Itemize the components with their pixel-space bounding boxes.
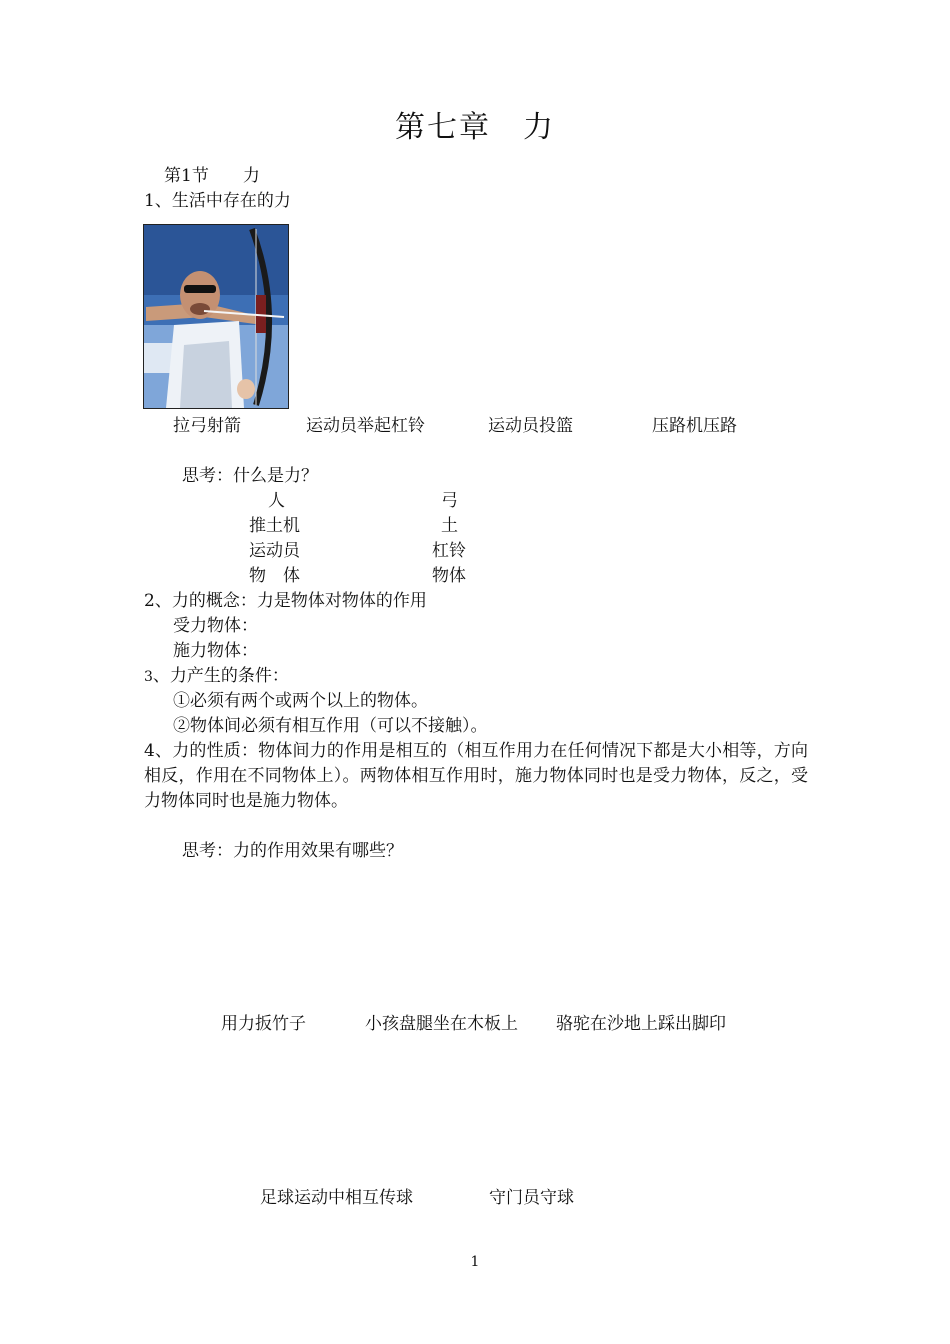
condition-item: ①必须有两个或两个以上的物体。 [173, 691, 428, 711]
page-number: 1 [470, 1254, 480, 1270]
caption-goalkeeper: 守门员守球 [489, 1188, 574, 1208]
archer-photo-icon [143, 224, 289, 409]
caption-archery: 拉弓射箭 [173, 416, 241, 436]
pair-left: 人 [268, 491, 285, 511]
pair-left: 运动员 [249, 541, 300, 561]
section4-text: 4、力的性质：物体间力的作用是相互的（相互作用力在任何情况下都是大小相等，方向相反，作用在不同物体上）。两物体相互作用时，施力物体同时也是受力物体，反之，受力物体同时也是施力物体。 [144, 741, 808, 811]
section3-heading [144, 664, 289, 690]
section1-heading: 1、生活中存在的力 [144, 191, 291, 211]
section3-heading-text: 、力产生的条件： [152, 666, 289, 686]
caption-bamboo: 用力扳竹子 [221, 1014, 306, 1034]
caption-football-pass: 足球运动中相互传球 [260, 1188, 413, 1208]
caption-camel: 骆驼在沙地上踩出脚印 [556, 1014, 726, 1034]
section3-number: 3 [144, 669, 153, 685]
caption-basketball: 运动员投篮 [488, 416, 573, 436]
condition-item: ②物体间必须有相互作用（可以不接触）。 [173, 716, 488, 736]
caption-child-board: 小孩盘腿坐在木板上 [365, 1014, 518, 1034]
pair-left: 推土机 [249, 516, 300, 536]
pair-right: 物体 [432, 566, 466, 586]
think1-question: 思考：什么是力？ [182, 466, 318, 486]
pair-right: 土 [441, 516, 458, 536]
pair-left: 物 体 [249, 566, 300, 586]
section2-heading: 2、力的概念：力是物体对物体的作用 [144, 591, 427, 611]
receiver-label: 受力物体： [173, 616, 258, 636]
chapter-title: 第七章 力 [395, 110, 555, 145]
caption-weightlifting: 运动员举起杠铃 [306, 416, 425, 436]
pair-right: 弓 [441, 491, 458, 511]
think2-question: 思考：力的作用效果有哪些？ [182, 841, 403, 861]
caption-road-roller: 压路机压路 [652, 416, 737, 436]
applier-label: 施力物体： [173, 641, 258, 661]
pair-right: 杠铃 [432, 541, 466, 561]
section-title: 第1节 力 [164, 166, 260, 186]
